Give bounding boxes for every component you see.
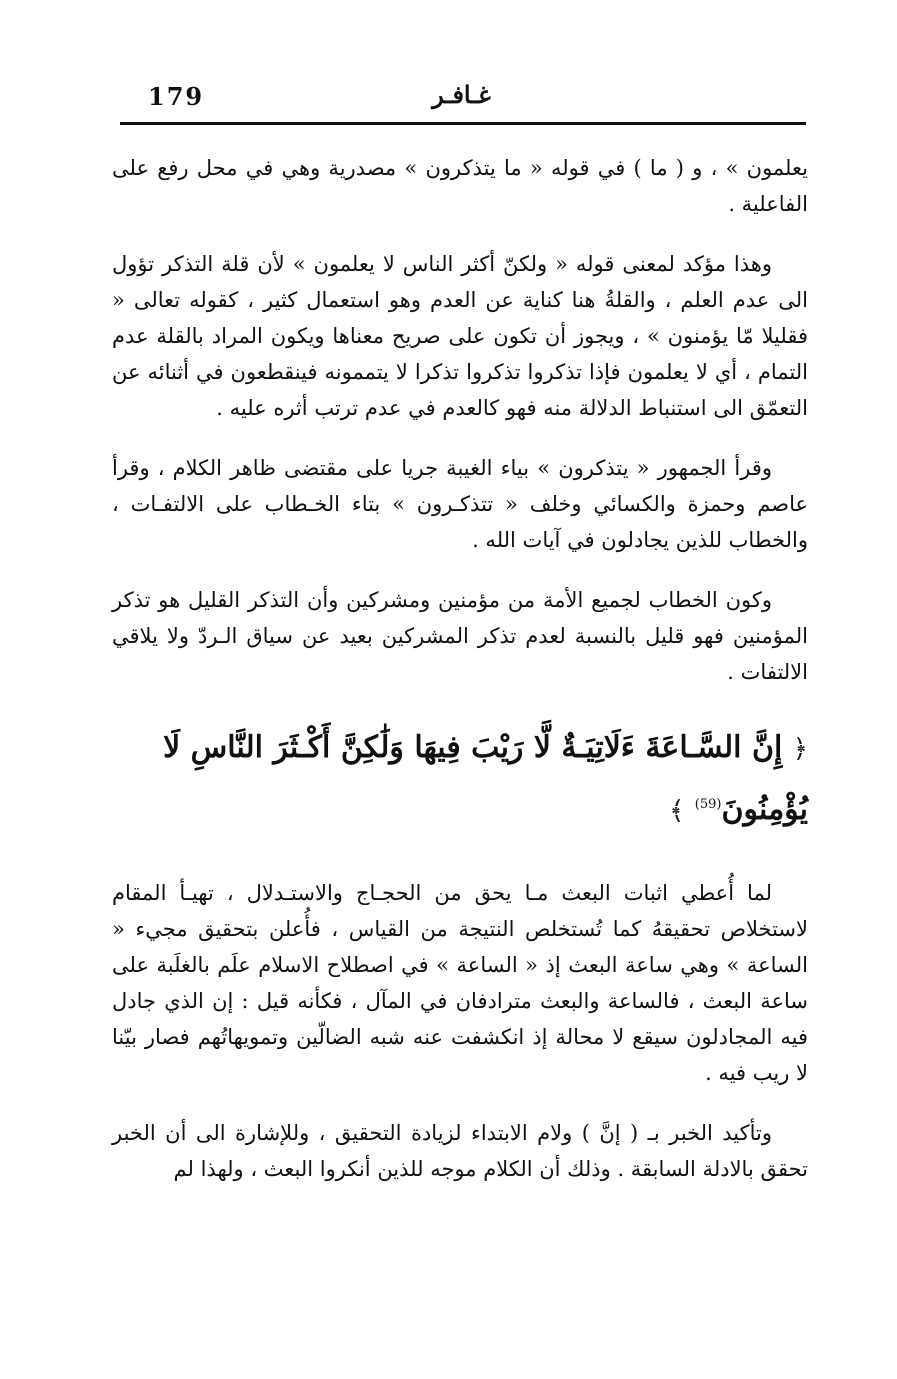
paragraph-6: وتأكيد الخبر بـ ( إنَّ ) ولام الابتداء لزيادة التحقيق ، وللإشارة الى أن الخبر تحقق بالادلة السابقة . وذلك أن الكلام موجه للذين أنكروا البعث ، ولهذا لم [112, 1121, 808, 1181]
verse-number: (59) [694, 797, 722, 812]
page-number: 179 [148, 82, 205, 111]
paragraph-5: لما أُعطي اثبات البعث مـا يحق من الحجـاج والاستـدلال ، تهيـأ المقام لاستخلاص تحقيقهُ كما تُستخلص النتيجة من القياس ، فأُعلن بتحقيق مجيء « الساعة » وهي ساعة البعث إذ « الساعة » في اصطلاح الاسلام علَم بالغلَبة على ساعة البعث ، فالساعة والبعث مترادفان في المآل ، فكأنه قيل : إن الذي جادل فيه المجادلون سيقع لا محالة إذ انكشفت عنه شبه الضالّين وتمويهاتُهم فصار بيّنا لا ريب فيه . [112, 881, 808, 1085]
paragraph-3: وقرأ الجمهور « يتذكرون » بياء الغيبة جريا على مقتضى ظاهر الكلام ، وقرأ عاصم وحمزة والكسائي وخلف « تتذكـرون » بتاء الخـطاب على الالتفـات ، والخطاب للذين يجادلون في آيات الله . [112, 456, 808, 552]
page-body [112, 150, 808, 1211]
paragraph-4: وكون الخطاب لجميع الأمة من مؤمنين ومشركين وأن التذكر القليل هو تذكر المؤمنين فهو قليل بالنسبة لعدم تذكر المشركين بعيد عن سياق الـردّ ولا يلاقي الالتفات . [112, 588, 808, 684]
paragraph-1: يعلمون » ، و ( ما ) في قوله « ما يتذكرون » مصدرية وهي في محل رفع على الفاعلية . [112, 156, 808, 216]
quran-verse [112, 720, 808, 839]
header-rule [120, 122, 806, 125]
verse-text: إِنَّ السَّـاعَةَ ءَلَاتِيَـةٌ لَّا رَيْبَ فِيهَا وَلَٰكِنَّ أَكْـثَرَ النَّاسِ لَا يُؤْمِنُونَ [163, 730, 808, 827]
page-header [120, 78, 803, 122]
paragraph-2: وهذا مؤكد لمعنى قوله « ولكنّ أكثر الناس لا يعلمون » لأن قلة التذكر تؤول الى عدم العلم ، والقلةُ هنا كناية عن العدم وهو استعمال كثير ، كقوله تعالى « فقليلا مّا يؤمنون » ، ويجوز أن تكون على صريح معناها ويكون المراد بالقلة عدم التمام ، أي لا يعلمون فإذا تذكروا تذكروا تذكرا لا يتممونه فينقطعون في أثنائه عن التعمّق الى استنباط الدلالة منه فهو كالعدم في عدم ترتب أثره عليه . [112, 252, 808, 420]
verse-open-bracket: ﴿ [792, 734, 808, 764]
running-title: غـافـر [432, 80, 491, 109]
verse-close-bracket: ﴾ [669, 796, 685, 826]
